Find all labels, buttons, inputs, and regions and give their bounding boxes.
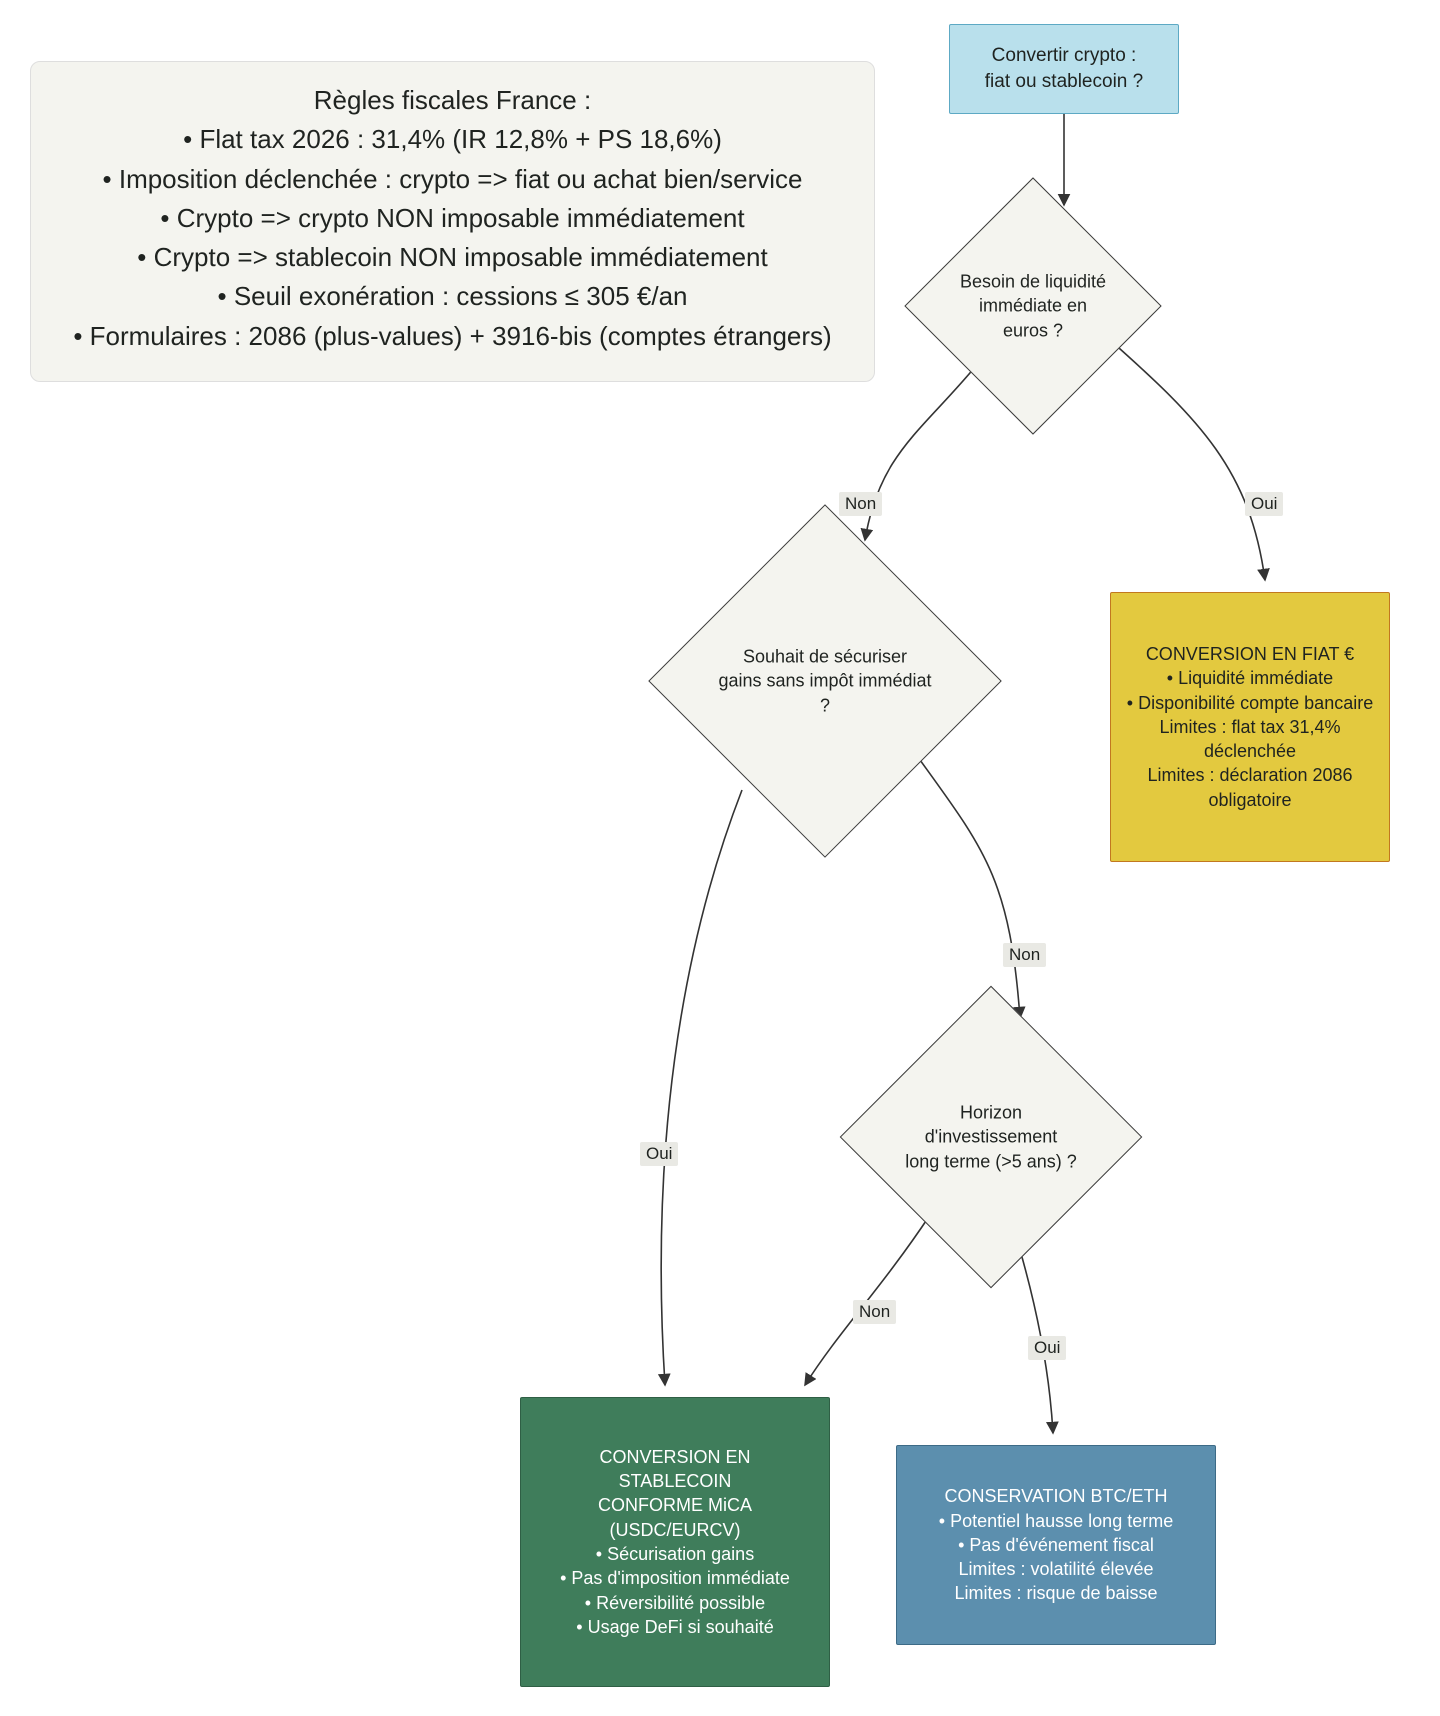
decision-secure-line2: gains sans impôt immédiat — [718, 670, 932, 691]
bullet-item: • Réversibilité possible — [533, 1591, 817, 1615]
bullet-item: • Sécurisation gains — [533, 1542, 817, 1566]
bullet-item: • Pas d'imposition immédiate — [533, 1566, 817, 1590]
rules-note-item: • Imposition déclenchée : crypto => fiat ou achat bien/service — [57, 163, 848, 196]
node-decision-liquidity-label — [955, 270, 1112, 343]
rules-note-box — [30, 61, 875, 382]
node-outcome-stablecoin-title-line2: STABLECOIN — [618, 1471, 732, 1492]
node-decision-horizon[interactable] — [884, 1030, 1098, 1244]
decision-liquidity-line1: Besoin de liquidité — [959, 271, 1107, 292]
edge-label-liquidity-oui: Oui — [1245, 492, 1283, 516]
node-outcome-conservation-title: CONSERVATION BTC/ETH — [944, 1486, 1168, 1507]
edge-label-secure-oui: Oui — [640, 1142, 678, 1166]
bullet-item: • Pas d'événement fiscal — [909, 1533, 1203, 1557]
node-outcome-fiat-limit: Limites : flat tax 31,4% déclenchée — [1159, 716, 1341, 762]
rules-note-item: • Formulaires : 2086 (plus-values) + 3916-bis (comptes étrangers) — [57, 320, 848, 353]
rules-note-item: • Flat tax 2026 : 31,4% (IR 12,8% + PS 18,6%) — [57, 123, 848, 156]
node-decision-liquidity[interactable] — [942, 215, 1124, 397]
decision-secure-line1: Souhait de sécuriser — [742, 646, 908, 667]
node-start-line2: fiat ou stablecoin ? — [984, 71, 1144, 92]
node-outcome-stablecoin-title-line1: CONVERSION EN — [599, 1446, 751, 1467]
bullet-item: • Potentiel hausse long terme — [909, 1509, 1203, 1533]
node-outcome-conservation-bullets — [909, 1509, 1203, 1558]
node-decision-horizon-label — [899, 1101, 1083, 1174]
decision-horizon-line2: long terme (>5 ans) ? — [905, 1151, 1077, 1172]
node-outcome-fiat-title: CONVERSION EN FIAT € — [1145, 643, 1355, 664]
rules-note-item: • Crypto => crypto NON imposable immédiatement — [57, 202, 848, 235]
node-outcome-fiat-bullets — [1123, 666, 1377, 715]
node-outcome-conservation-limit: Limites : volatilité élevée — [958, 1559, 1154, 1580]
rules-note-item: • Crypto => stablecoin NON imposable immédiatement — [57, 241, 848, 274]
node-outcome-stablecoin-title-line3: CONFORME MiCA — [598, 1495, 752, 1516]
rules-note-item: • Seuil exonération : cessions ≤ 305 €/an — [57, 280, 848, 313]
node-outcome-fiat[interactable] — [1110, 592, 1390, 862]
node-outcome-stablecoin-title-line4: (USDC/EURCV) — [609, 1519, 741, 1540]
node-outcome-conservation[interactable] — [896, 1445, 1216, 1645]
node-outcome-stablecoin-bullets — [533, 1542, 817, 1639]
node-decision-secure-gains[interactable] — [700, 556, 950, 806]
node-outcome-conservation-limit: Limites : risque de baisse — [954, 1583, 1158, 1604]
decision-horizon-line1: Horizon d'investissement — [924, 1102, 1058, 1147]
node-start-line1: Convertir crypto : — [991, 45, 1137, 67]
edge-label-liquidity-non: Non — [839, 492, 882, 516]
node-outcome-fiat-limit: Limites : déclaration 2086 obligatoire — [1147, 765, 1353, 810]
node-decision-secure-gains-label — [718, 645, 933, 718]
decision-secure-line3: ? — [819, 695, 830, 716]
rules-note-title: Règles fiscales France : — [313, 85, 592, 115]
bullet-item: • Usage DeFi si souhaité — [533, 1615, 817, 1639]
edge-label-secure-non: Non — [1003, 943, 1046, 967]
edge-label-horizon-oui: Oui — [1028, 1336, 1066, 1360]
bullet-item: • Disponibilité compte bancaire — [1123, 691, 1377, 715]
node-start[interactable] — [949, 24, 1179, 114]
node-outcome-stablecoin[interactable] — [520, 1397, 830, 1687]
decision-liquidity-line2: immédiate en euros ? — [978, 295, 1088, 341]
bullet-item: • Liquidité immédiate — [1123, 666, 1377, 690]
rules-note-list — [57, 123, 848, 353]
edge-label-horizon-non: Non — [853, 1300, 896, 1324]
